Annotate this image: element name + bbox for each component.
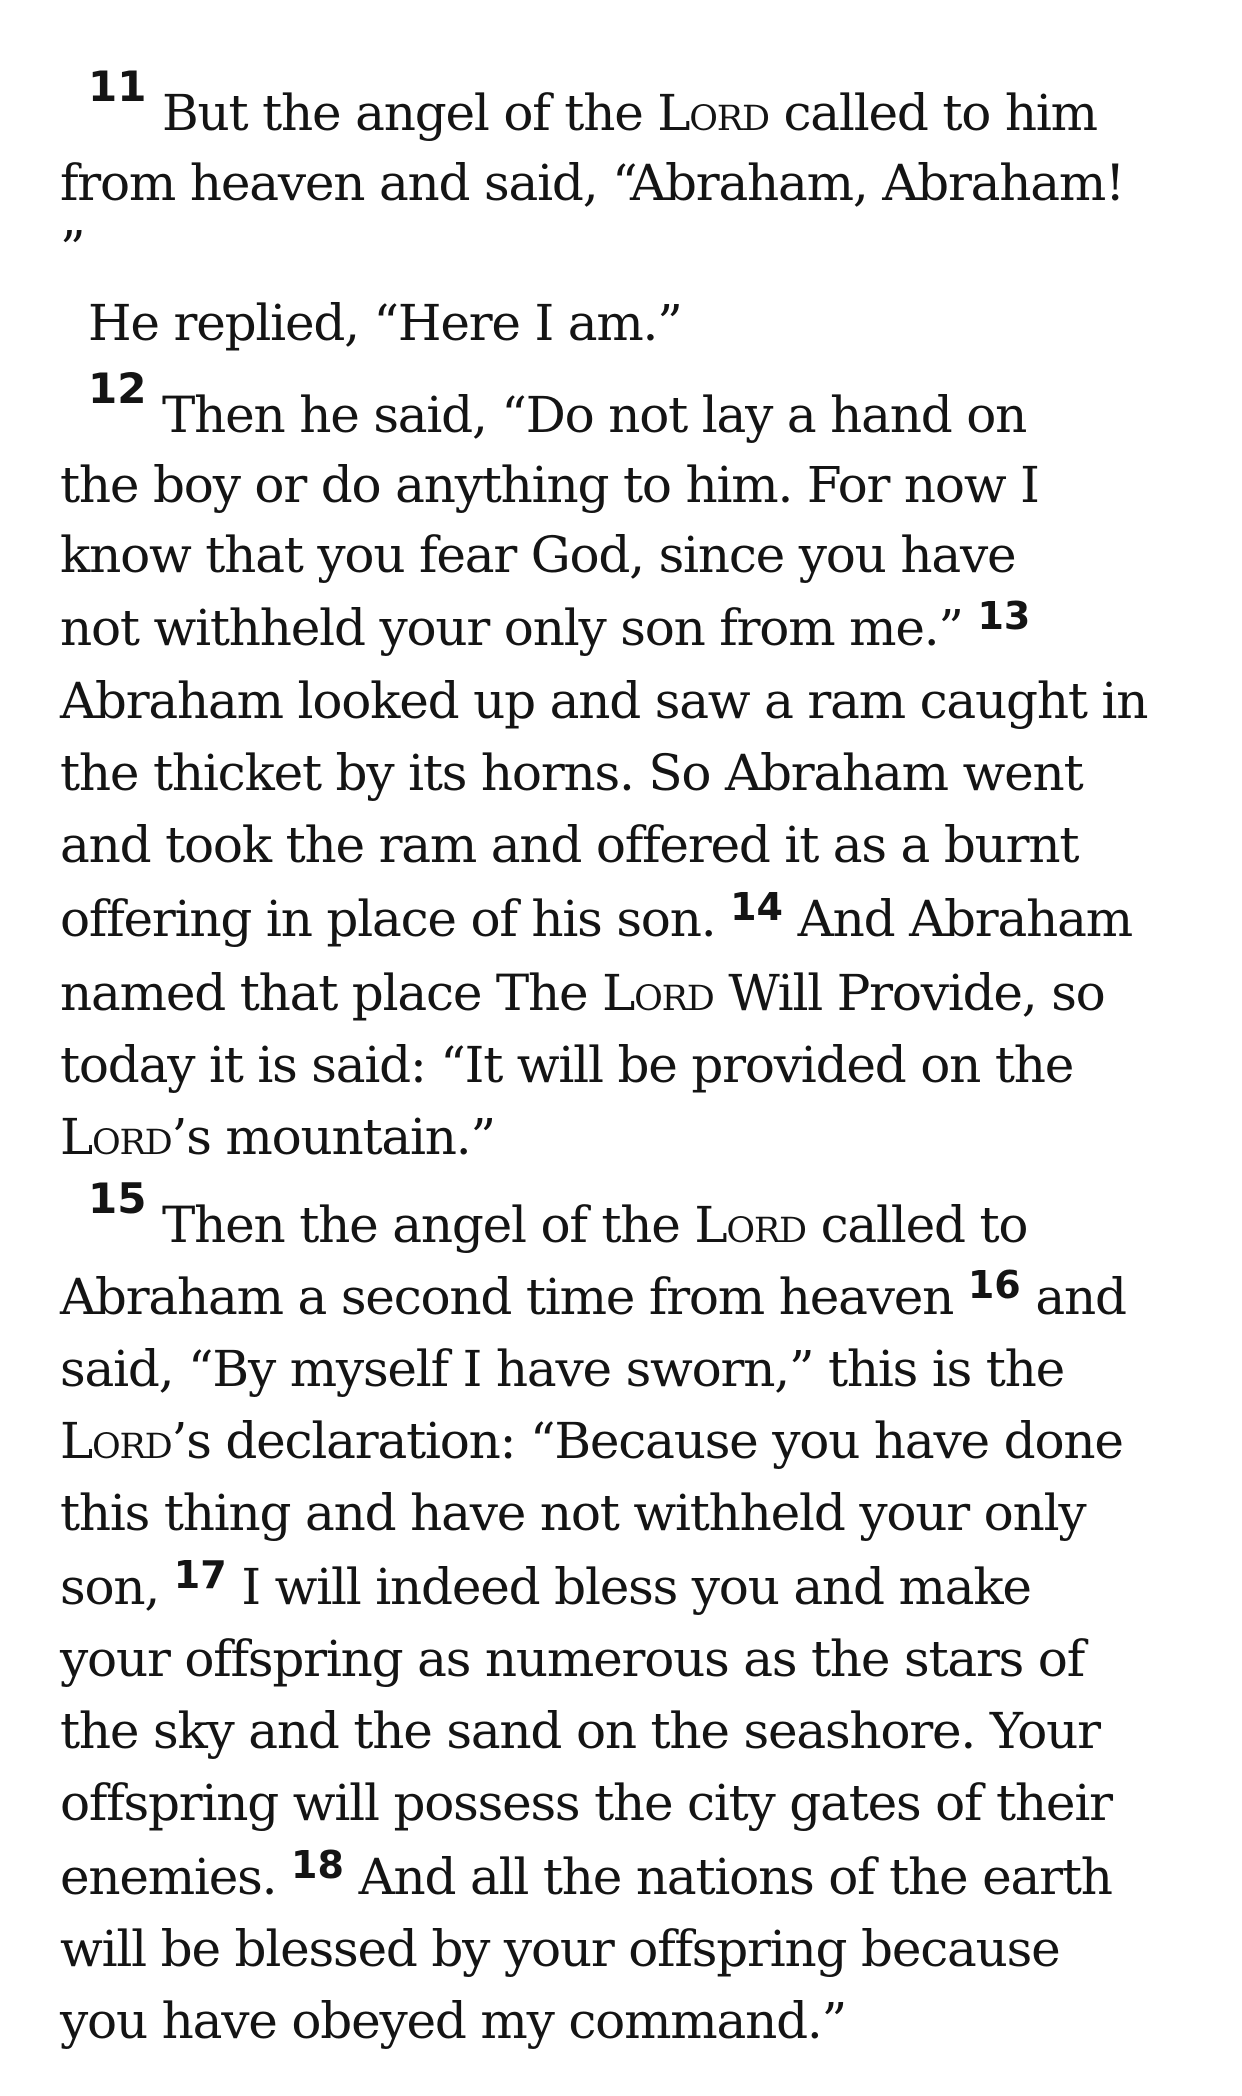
lord-small-caps: Lord	[657, 84, 769, 142]
verse-18-line-2: will be blessed by your offspring because	[60, 1920, 1060, 1978]
verse-13-line-4	[60, 885, 1132, 950]
verse-12-line-2: the boy or do anything to him. For now I	[60, 456, 1039, 514]
verse-text: enemies.	[60, 1848, 277, 1906]
verse-text: not withheld your only son from me.”	[60, 599, 963, 657]
verse-text: offering in place of his son.	[60, 890, 716, 948]
verse-16-line-5: this thing and have not withheld your only	[60, 1484, 1086, 1542]
verse-text: and	[1020, 1268, 1126, 1326]
verse-text: And all the nations of the earth	[343, 1848, 1112, 1906]
verse-number-15: 15	[88, 1174, 147, 1223]
verse-11-line-2: from heaven and said, “Abraham, Abraham!	[60, 154, 1125, 212]
verse-14-line-2	[60, 962, 1105, 1024]
verse-16-line-4	[60, 1410, 1123, 1472]
verse-text: ’s mountain.”	[171, 1108, 495, 1166]
verse-text: I will indeed bless you and make	[226, 1558, 1031, 1616]
verse-12-line-1: Then he said, “Do not lay a hand on	[162, 386, 1027, 444]
verse-17-line-4: offspring will possess the city gates of their	[60, 1774, 1112, 1832]
verse-number-13: 13	[977, 594, 1031, 638]
verse-text: But the angel of the	[162, 84, 658, 142]
verse-number-12: 12	[88, 364, 147, 413]
verse-text: Will Provide, so	[713, 964, 1105, 1022]
verse-14-line-3: today it is said: “It will be provided on the	[60, 1036, 1074, 1094]
verse-13-line-3: and took the ram and offered it as a burnt	[60, 816, 1079, 874]
verse-text: And Abraham	[782, 890, 1132, 948]
verse-number-17: 17	[173, 1553, 227, 1597]
verse-11-line-1	[162, 82, 1097, 144]
lord-small-caps: Lord	[60, 1108, 172, 1166]
verse-17-line-5	[60, 1843, 1112, 1908]
verse-text: Then the angel of the	[162, 1196, 695, 1254]
verse-13-line-2: the thicket by its horns. So Abraham went	[60, 744, 1083, 802]
verse-number-18: 18	[291, 1843, 344, 1887]
lord-small-caps: Lord	[694, 1196, 806, 1254]
verse-15-line-1	[162, 1194, 1027, 1256]
lord-small-caps: Lord	[602, 964, 714, 1022]
verse-18-line-3: you have obeyed my command.”	[60, 1992, 846, 2050]
verse-text: son,	[60, 1558, 160, 1616]
verse-15-line-2	[60, 1263, 1126, 1328]
verse-11-line-4: He replied, “Here I am.”	[88, 294, 682, 352]
verse-text: Abraham a second time from heaven	[60, 1268, 954, 1326]
verse-11-line-3: ”	[60, 220, 85, 278]
verse-text: called to him	[768, 84, 1097, 142]
verse-number-14: 14	[730, 885, 783, 929]
verse-16-line-6	[60, 1553, 1031, 1618]
verse-number-16: 16	[967, 1263, 1021, 1307]
verse-17-line-3: the sky and the sand on the seashore. Your	[60, 1702, 1100, 1760]
verse-13-line-1: Abraham looked up and saw a ram caught in	[60, 672, 1148, 730]
verse-text: called to	[805, 1196, 1028, 1254]
verse-text: ’s declaration: “Because you have done	[171, 1412, 1123, 1470]
verse-14-line-4	[60, 1106, 495, 1168]
verse-16-line-3: said, “By myself I have sworn,” this is the	[60, 1340, 1065, 1398]
verse-17-line-2: your offspring as numerous as the stars of	[60, 1630, 1085, 1688]
verse-12-line-3: know that you fear God, since you have	[60, 526, 1016, 584]
verse-12-line-4	[60, 594, 1031, 659]
verse-text: named that place The	[60, 964, 603, 1022]
lord-small-caps: Lord	[60, 1412, 172, 1470]
verse-number-11: 11	[88, 62, 147, 111]
